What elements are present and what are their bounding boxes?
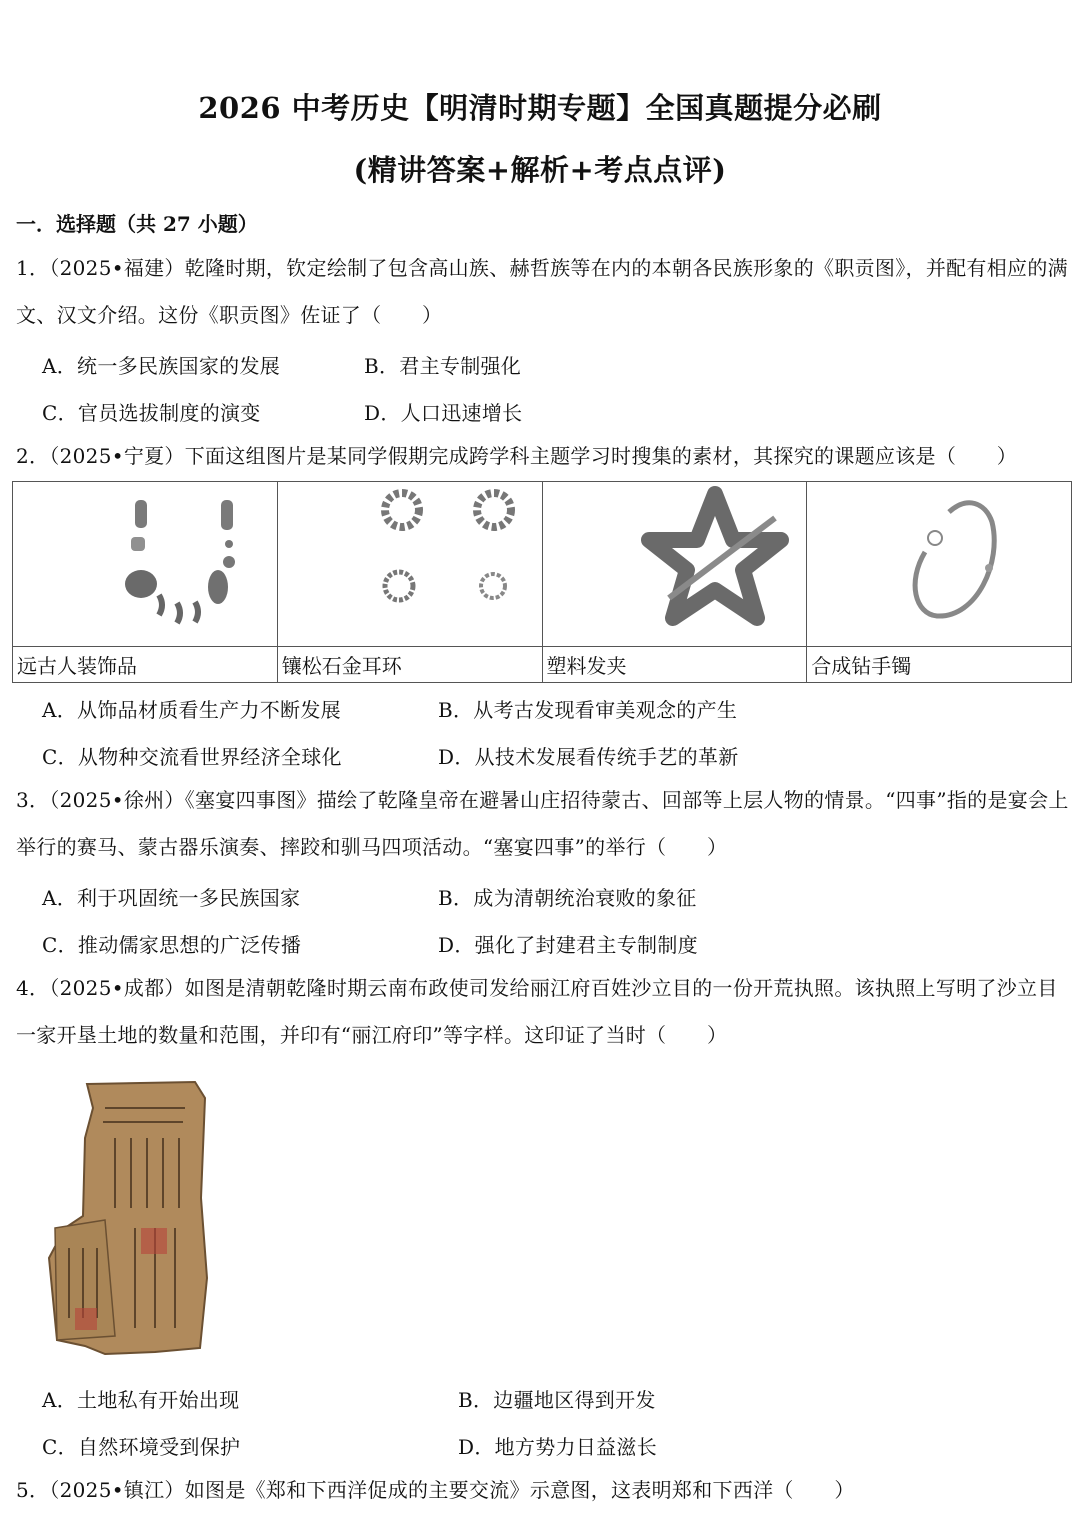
- image-cell: [543, 482, 808, 682]
- question-4-stem: 4．（2025•成都）如图是清朝乾隆时期云南布政使司发给丽江府百姓沙立目的一份开荒执照。该执照上写明了沙立目一家开垦土地的数量和范围，并印有“丽江府印”等字样。这印证了当时（ ）: [16, 976, 1058, 1047]
- image-cell: [13, 482, 278, 682]
- page-title: 2026 中考历史【明清时期专题】全国真题提分必刷: [198, 91, 882, 125]
- page-subtitle: (精讲答案+解析+考点点评): [353, 153, 727, 187]
- question-4-option-d[interactable]: D．地方势力日益滋长: [458, 1435, 658, 1459]
- land-permit-image: [45, 1078, 208, 1356]
- image-caption: 镶松石金耳环: [281, 654, 402, 678]
- question-1-option-d[interactable]: D．人口迅速增长: [364, 401, 523, 425]
- image-caption: 远古人装饰品: [17, 654, 137, 678]
- land-permit-document-icon: [45, 1078, 208, 1356]
- image-cell: [278, 482, 543, 682]
- question-3-stem: 3．（2025•徐州）《塞宴四事图》描绘了乾隆皇帝在避暑山庄招待蒙古、回部等上层人物的情景。“四事”指的是宴会上举行的赛马、蒙古器乐演奏、摔跤和驯马四项活动。“塞宴四事”的举行（ ）: [16, 788, 1069, 859]
- question-1-option-b[interactable]: B．君主专制强化: [364, 354, 522, 378]
- question-2-option-a[interactable]: A．从饰品材质看生产力不断发展: [42, 698, 341, 722]
- turquoise-earrings-icon: [278, 482, 542, 646]
- question-4-option-a[interactable]: A．土地私有开始出现: [42, 1388, 240, 1412]
- question-5-stem: 5．（2025•镇江）如图是《郑和下西洋促成的主要交流》示意图，这表明郑和下西洋（ ）: [16, 1478, 855, 1502]
- star-hairclip-icon: [543, 482, 807, 646]
- question-4-option-b[interactable]: B．边疆地区得到开发: [458, 1388, 656, 1412]
- question-3-option-b[interactable]: B．成为清朝统治衰败的象征: [438, 886, 697, 910]
- question-1-stem: 1．（2025•福建）乾隆时期，钦定绘制了包含高山族、赫哲族等在内的本朝各民族形象的《职贡图》，并配有相应的满文、汉文介绍。这份《职贡图》佐证了（ ）: [16, 256, 1068, 327]
- ornament-beads-icon: [13, 482, 277, 646]
- question-2-option-b[interactable]: B．从考古发现看审美观念的产生: [438, 698, 738, 722]
- image-caption: 塑料发夹: [546, 654, 627, 678]
- question-4-option-c[interactable]: C．自然环境受到保护: [42, 1435, 241, 1459]
- section-heading: 一．选择题（共 27 小题）: [16, 212, 258, 236]
- question-3-option-c[interactable]: C．推动儒家思想的广泛传播: [42, 933, 302, 957]
- question-3-option-d[interactable]: D．强化了封建君主专制制度: [438, 933, 698, 957]
- question-1-option-c[interactable]: C．官员选拔制度的演变: [42, 401, 261, 425]
- question-3-option-a[interactable]: A．利于巩固统一多民族国家: [42, 886, 301, 910]
- question-2-option-d[interactable]: D．从技术发展看传统手艺的革新: [438, 745, 739, 769]
- question-1-option-a[interactable]: A．统一多民族国家的发展: [42, 354, 281, 378]
- question-2-option-c[interactable]: C．从物种交流看世界经济全球化: [42, 745, 342, 769]
- bangle-icon: [807, 482, 1071, 646]
- question-2-stem: 2．（2025•宁夏）下面这组图片是某同学假期完成跨学科主题学习时搜集的素材，其探究的课题应该是（ ）: [16, 444, 1018, 468]
- question-2-image-table: [12, 481, 1072, 683]
- image-cell: [807, 482, 1071, 682]
- image-caption: 合成钻手镯: [811, 654, 912, 678]
